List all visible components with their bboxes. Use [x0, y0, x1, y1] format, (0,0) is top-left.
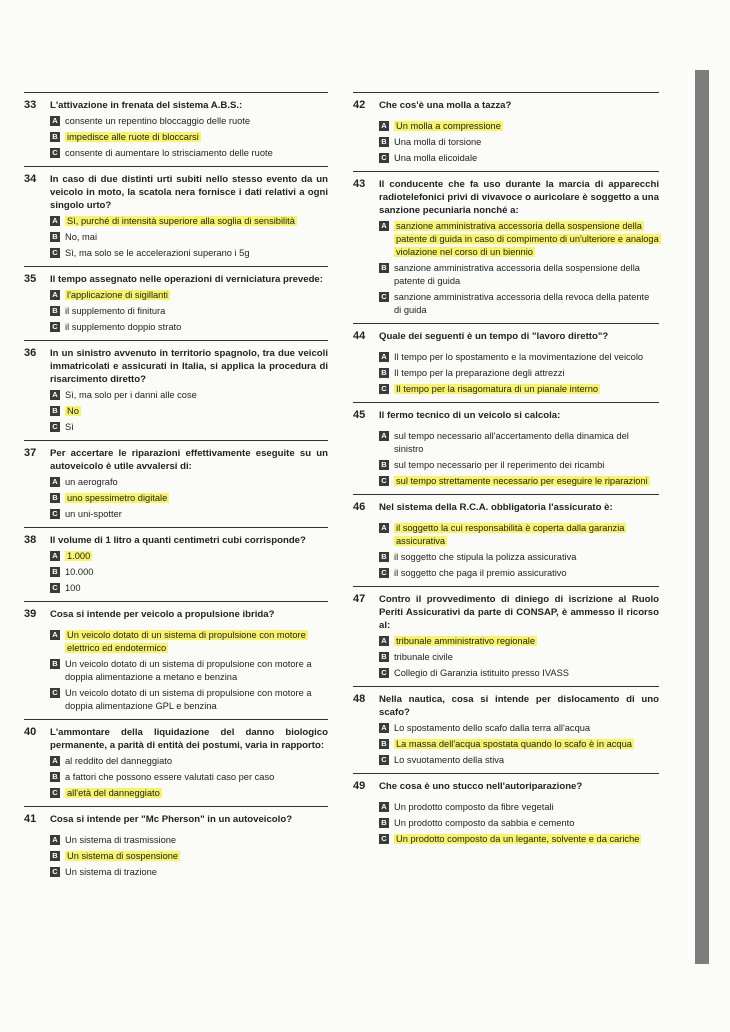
answer-letter-badge: B: [379, 137, 389, 147]
answer-text: sul tempo necessario all'accertamento della dinamica del sinistro: [394, 431, 629, 454]
answer-letter-badge: C: [379, 755, 389, 765]
scan-edge-bar: [695, 70, 709, 964]
answer-option-b: [50, 658, 328, 684]
answer-letter-badge: C: [50, 509, 60, 519]
question-text: In caso di due distinti urti subiti nello stesso evento da un veicolo in moto, la scatola nera fornisce i dati relativi a ogni singolo urto?: [50, 174, 328, 211]
answer-option-a: [50, 550, 328, 563]
answer-letter-badge: A: [50, 216, 60, 226]
answer-letter-badge: C: [50, 583, 60, 593]
answer-text-wrap: [394, 152, 659, 165]
question-header: [353, 693, 659, 719]
answer-letter-badge: C: [50, 248, 60, 258]
highlighted-answer-text: Un molla a compressione: [396, 121, 501, 131]
highlighted-answer-text: l'applicazione di sigillanti: [67, 290, 168, 300]
answer-letter-badge: A: [50, 116, 60, 126]
highlighted-answer-text: Un prodotto composto da un legante, solvente e da cariche: [396, 834, 640, 844]
answer-letter-badge: B: [379, 552, 389, 562]
question-header: [24, 534, 328, 547]
answer-text-wrap: [65, 389, 328, 402]
answer-letter-badge: A: [379, 523, 389, 533]
answer-option-a: [50, 215, 328, 228]
question-header: [353, 178, 659, 217]
question-header: [353, 501, 659, 514]
answer-letter-badge: B: [50, 306, 60, 316]
answer-letter-badge: B: [50, 232, 60, 242]
answer-letter-badge: C: [50, 322, 60, 332]
answer-text-wrap: [65, 582, 328, 595]
answer-text: consente un repentino bloccaggio delle ruote: [65, 116, 251, 126]
answer-text: Il tempo per lo spostamento e la movimentazione del veicolo: [394, 352, 644, 362]
answer-text-wrap: [65, 476, 328, 489]
answer-text-wrap: [394, 801, 659, 814]
answer-letter-badge: C: [379, 153, 389, 163]
question-39: [24, 601, 328, 719]
question-number: 48: [353, 693, 366, 705]
answer-letter-badge: C: [50, 148, 60, 158]
answer-letter-badge: A: [379, 221, 389, 231]
question-text: Il conducente che fa uso durante la marcia di apparecchi radiotelefonici privi di vivavoce o auricolare è soggetto a una sanzione pecuniaria nonché a:: [379, 179, 659, 216]
answer-text-wrap: [65, 131, 328, 144]
question-37: [24, 440, 328, 527]
answer-text-wrap: [65, 866, 328, 879]
answer-option-c: [50, 421, 328, 434]
question-number: 37: [24, 447, 37, 459]
answer-text: Sì, ma solo se le accelerazioni superano i 5g: [65, 248, 250, 258]
question-text: Nel sistema della R.C.A. obbligatoria l'assicurato è:: [379, 502, 613, 513]
answer-text-wrap: [394, 667, 659, 680]
question-text: Il tempo assegnato nelle operazioni di verniciatura prevede:: [50, 274, 323, 285]
question-number: 49: [353, 780, 366, 792]
answer-text: Lo spostamento dello scafo dalla terra all'acqua: [394, 723, 591, 733]
answer-text-wrap: [65, 771, 328, 784]
question-42: [353, 92, 659, 171]
answer-text: Un prodotto composto da sabbia e cemento: [394, 818, 575, 828]
answer-text-wrap: [394, 651, 659, 664]
highlighted-answer-text: No: [67, 406, 79, 416]
highlighted-answer-text: La massa dell'acqua spostata quando lo scafo è in acqua: [396, 739, 632, 749]
answer-text-wrap: [65, 492, 328, 505]
right-column: [353, 92, 659, 852]
highlighted-answer-text: all'età del danneggiato: [67, 788, 160, 798]
answer-option-b: [50, 231, 328, 244]
answer-text-wrap: [394, 351, 659, 364]
answer-option-b: [379, 262, 659, 288]
highlighted-answer-text: 1.000: [67, 551, 91, 561]
question-text: Per accertare le riparazioni effettivamente eseguite su un autoveicolo è utile avvalersi di:: [50, 448, 328, 472]
question-number: 43: [353, 178, 366, 190]
answer-text-wrap: [65, 247, 328, 260]
answer-text-wrap: [394, 817, 659, 830]
question-number: 44: [353, 330, 366, 342]
question-number: 33: [24, 99, 37, 111]
answer-letter-badge: A: [379, 431, 389, 441]
answer-letter-badge: C: [379, 476, 389, 486]
answer-option-c: [50, 147, 328, 160]
answer-text-wrap: [65, 231, 328, 244]
answer-letter-badge: B: [50, 851, 60, 861]
answer-text-wrap: [65, 629, 328, 655]
answer-text: il soggetto che paga il premio assicurativo: [394, 568, 567, 578]
question-34: [24, 166, 328, 266]
answer-letter-badge: B: [50, 567, 60, 577]
question-text: Contro il provvedimento di diniego di iscrizione al Ruolo Periti Assicurativi da parte di CONSAP, è ammesso il ricorso al:: [379, 594, 659, 631]
answer-text-wrap: [394, 722, 659, 735]
highlighted-answer-text: Un sistema di sospensione: [67, 851, 179, 861]
answer-text-wrap: [394, 383, 659, 396]
highlighted-answer-text: tribunale amministrativo regionale: [396, 636, 536, 646]
answer-letter-badge: A: [379, 723, 389, 733]
answer-option-b: [379, 817, 659, 830]
answer-text-wrap: [394, 459, 659, 472]
question-text: L'attivazione in frenata del sistema A.B.S.:: [50, 100, 243, 111]
answer-text-wrap: [394, 522, 659, 548]
answer-letter-badge: A: [379, 121, 389, 131]
answer-option-a: [50, 629, 328, 655]
question-text: Nella nautica, cosa si intende per dislocamento di uno scafo?: [379, 694, 659, 718]
answer-letter-badge: A: [50, 290, 60, 300]
answer-letter-badge: B: [379, 368, 389, 378]
answer-option-a: [50, 476, 328, 489]
answer-option-a: [379, 220, 659, 259]
question-33: [24, 92, 328, 166]
question-header: [353, 99, 659, 112]
answer-text-wrap: [65, 405, 328, 418]
question-text: Quale dei seguenti è un tempo di "lavoro diretto"?: [379, 331, 609, 342]
answer-text-wrap: [65, 321, 328, 334]
answer-option-b: [379, 651, 659, 664]
answer-option-a: [50, 834, 328, 847]
answer-letter-badge: B: [50, 406, 60, 416]
answer-option-b: [50, 771, 328, 784]
question-number: 45: [353, 409, 366, 421]
answer-text: a fattori che possono essere valutati caso per caso: [65, 772, 275, 782]
left-column: [24, 92, 328, 885]
question-41: [24, 806, 328, 885]
question-43: [353, 171, 659, 323]
answer-text: Un veicolo dotato di un sistema di propulsione con motore a doppia alimentazione GPL e benzina: [65, 688, 312, 711]
answer-option-b: [50, 850, 328, 863]
question-number: 38: [24, 534, 37, 546]
answer-text-wrap: [65, 215, 328, 228]
question-header: [353, 780, 659, 793]
question-49: [353, 773, 659, 852]
question-text: Che cosa è uno stucco nell'autoriparazione?: [379, 781, 583, 792]
question-36: [24, 340, 328, 440]
answer-text: sanzione amministrativa accessoria della revoca della patente di guida: [394, 292, 650, 315]
highlighted-answer-text: uno spessimetro digitale: [67, 493, 168, 503]
answer-text-wrap: [65, 305, 328, 318]
question-number: 41: [24, 813, 37, 825]
answer-text-wrap: [65, 787, 328, 800]
answer-option-c: [50, 687, 328, 713]
answer-text-wrap: [394, 551, 659, 564]
answer-text-wrap: [394, 430, 659, 456]
answer-letter-badge: C: [379, 668, 389, 678]
question-header: [353, 330, 659, 343]
answer-text-wrap: [65, 508, 328, 521]
answer-text: Sì: [65, 422, 74, 432]
answer-text-wrap: [65, 834, 328, 847]
answer-letter-badge: A: [50, 477, 60, 487]
answer-option-c: [379, 833, 659, 846]
answer-text: No, mai: [65, 232, 98, 242]
question-text: Cosa si intende per "Mc Pherson" in un autoveicolo?: [50, 814, 293, 825]
highlighted-answer-text: Sì, purché di intensità superiore alla soglia di sensibilità: [67, 216, 295, 226]
question-header: [24, 273, 328, 286]
answer-option-c: [50, 247, 328, 260]
answer-text: il supplemento di finitura: [65, 306, 166, 316]
answer-letter-badge: B: [379, 652, 389, 662]
answer-option-c: [379, 383, 659, 396]
answer-text-wrap: [394, 120, 659, 133]
answer-letter-badge: B: [379, 818, 389, 828]
answer-option-b: [379, 738, 659, 751]
answer-option-c: [379, 754, 659, 767]
question-header: [24, 608, 328, 621]
answer-text: un aerografo: [65, 477, 118, 487]
question-48: [353, 686, 659, 773]
question-38: [24, 527, 328, 601]
answer-text: Una molla elicoidale: [394, 153, 478, 163]
answer-text-wrap: [65, 850, 328, 863]
answer-letter-badge: C: [379, 834, 389, 844]
answer-option-c: [50, 866, 328, 879]
question-number: 35: [24, 273, 37, 285]
answer-option-b: [50, 492, 328, 505]
answer-text: Un sistema di trasmissione: [65, 835, 177, 845]
answer-text: Un prodotto composto da fibre vegetali: [394, 802, 554, 812]
question-number: 47: [353, 593, 366, 605]
answer-text: Collegio di Garanzia istituito presso IVASS: [394, 668, 570, 678]
question-number: 34: [24, 173, 37, 185]
answer-option-b: [50, 566, 328, 579]
answer-text: sanzione amministrativa accessoria della sospensione della patente di guida: [394, 263, 640, 286]
answer-text: 100: [65, 583, 81, 593]
question-header: [24, 347, 328, 386]
question-47: [353, 586, 659, 686]
answer-text-wrap: [394, 262, 659, 288]
highlighted-answer-text: il soggetto la cui responsabilità è coperta dalla garanzia assicurativa: [396, 523, 625, 546]
question-46: [353, 494, 659, 586]
answer-letter-badge: A: [50, 630, 60, 640]
question-header: [24, 173, 328, 212]
answer-text: tribunale civile: [394, 652, 453, 662]
question-40: [24, 719, 328, 806]
answer-option-a: [379, 430, 659, 456]
answer-letter-badge: B: [50, 132, 60, 142]
answer-option-b: [379, 136, 659, 149]
answer-option-b: [379, 459, 659, 472]
answer-letter-badge: A: [50, 835, 60, 845]
answer-text: Un sistema di trazione: [65, 867, 157, 877]
answer-option-c: [50, 321, 328, 334]
answer-option-c: [379, 667, 659, 680]
answer-text-wrap: [394, 754, 659, 767]
answer-letter-badge: C: [379, 568, 389, 578]
answer-letter-badge: B: [50, 659, 60, 669]
answer-option-a: [379, 722, 659, 735]
answer-letter-badge: A: [50, 390, 60, 400]
highlighted-answer-text: Il tempo per la risagomatura di un pianale interno: [396, 384, 599, 394]
answer-letter-badge: C: [50, 688, 60, 698]
answer-text-wrap: [394, 738, 659, 751]
question-text: Il fermo tecnico di un veicolo si calcola:: [379, 410, 561, 421]
answer-option-b: [50, 131, 328, 144]
answer-option-b: [50, 405, 328, 418]
highlighted-answer-text: sul tempo strettamente necessario per eseguire le riparazioni: [396, 476, 648, 486]
answer-text-wrap: [65, 147, 328, 160]
answer-letter-badge: B: [379, 460, 389, 470]
answer-text: il soggetto che stipula la polizza assicurativa: [394, 552, 577, 562]
answer-text: al reddito del danneggiato: [65, 756, 173, 766]
answer-letter-badge: C: [379, 292, 389, 302]
answer-option-c: [379, 152, 659, 165]
answer-text-wrap: [65, 755, 328, 768]
question-text: Cosa si intende per veicolo a propulsione ibrida?: [50, 609, 275, 620]
answer-option-a: [50, 289, 328, 302]
highlighted-answer-text: sanzione amministrativa accessoria della sospensione della patente di guida in caso di compimento di un'ulteriore e analoga violazione nel corso di un biennio: [396, 221, 659, 257]
answer-text: sul tempo necessario per il reperimento dei ricambi: [394, 460, 605, 470]
answer-option-a: [50, 389, 328, 402]
answer-option-c: [379, 475, 659, 488]
answer-text-wrap: [394, 475, 659, 488]
question-35: [24, 266, 328, 340]
question-header: [24, 447, 328, 473]
question-number: 46: [353, 501, 366, 513]
answer-option-a: [379, 120, 659, 133]
answer-text: Lo svuotamento della stiva: [394, 755, 505, 765]
answer-text-wrap: [394, 567, 659, 580]
answer-option-b: [379, 551, 659, 564]
answer-text: Sì, ma solo per i danni alle cose: [65, 390, 197, 400]
answer-option-a: [379, 801, 659, 814]
question-number: 36: [24, 347, 37, 359]
answer-letter-badge: C: [50, 788, 60, 798]
question-number: 40: [24, 726, 37, 738]
question-number: 39: [24, 608, 37, 620]
question-header: [353, 409, 659, 422]
answer-option-c: [50, 787, 328, 800]
answer-option-a: [50, 115, 328, 128]
answer-text-wrap: [394, 136, 659, 149]
answer-text: Il tempo per la preparazione degli attrezzi: [394, 368, 565, 378]
answer-letter-badge: C: [50, 867, 60, 877]
answer-option-c: [50, 508, 328, 521]
answer-text-wrap: [65, 687, 328, 713]
question-text: In un sinistro avvenuto in territorio spagnolo, tra due veicoli immatricolati e assicurati in Italia, si applica la procedura di risarcimento diretto?: [50, 348, 328, 385]
answer-letter-badge: A: [379, 636, 389, 646]
answer-letter-badge: A: [50, 756, 60, 766]
answer-text: consente di aumentare lo strisciamento delle ruote: [65, 148, 273, 158]
answer-letter-badge: B: [50, 772, 60, 782]
answer-option-a: [379, 635, 659, 648]
answer-text-wrap: [394, 291, 659, 317]
answer-text-wrap: [394, 833, 659, 846]
answer-letter-badge: C: [379, 384, 389, 394]
answer-text-wrap: [65, 550, 328, 563]
answer-option-a: [50, 755, 328, 768]
answer-letter-badge: A: [379, 352, 389, 362]
question-number: 42: [353, 99, 366, 111]
answer-option-c: [379, 291, 659, 317]
answer-letter-badge: B: [379, 739, 389, 749]
answer-text-wrap: [394, 220, 659, 259]
answer-text: Un veicolo dotato di un sistema di propulsione con motore a doppia alimentazione a metano e benzina: [65, 659, 312, 682]
answer-letter-badge: A: [379, 802, 389, 812]
answer-letter-badge: B: [50, 493, 60, 503]
question-text: L'ammontare della liquidazione del danno biologico permanente, a parità di entità dei postumi, varia in rapporto:: [50, 727, 328, 751]
question-text: Che cos'è una molla a tazza?: [379, 100, 512, 111]
question-text: Il volume di 1 litro a quanti centimetri cubi corrisponde?: [50, 535, 306, 546]
answer-text: Una molla di torsione: [394, 137, 482, 147]
answer-text-wrap: [65, 421, 328, 434]
answer-option-b: [50, 305, 328, 318]
highlighted-answer-text: Un veicolo dotato di un sistema di propulsione con motore elettrico ed endotermico: [67, 630, 306, 653]
answer-text-wrap: [394, 367, 659, 380]
answer-option-a: [379, 522, 659, 548]
question-header: [24, 99, 328, 112]
answer-option-c: [50, 582, 328, 595]
question-header: [24, 726, 328, 752]
answer-text-wrap: [394, 635, 659, 648]
question-45: [353, 402, 659, 494]
answer-text-wrap: [65, 289, 328, 302]
answer-text-wrap: [65, 115, 328, 128]
answer-text: 10.000: [65, 567, 94, 577]
answer-text-wrap: [65, 566, 328, 579]
highlighted-answer-text: impedisce alle ruote di bloccarsi: [67, 132, 199, 142]
answer-option-c: [379, 567, 659, 580]
answer-text: il supplemento doppio strato: [65, 322, 182, 332]
answer-text-wrap: [65, 658, 328, 684]
question-44: [353, 323, 659, 402]
answer-option-b: [379, 367, 659, 380]
answer-letter-badge: C: [50, 422, 60, 432]
answer-letter-badge: A: [50, 551, 60, 561]
question-header: [353, 593, 659, 632]
answer-letter-badge: B: [379, 263, 389, 273]
answer-text: un uni-spotter: [65, 509, 122, 519]
question-header: [24, 813, 328, 826]
answer-option-a: [379, 351, 659, 364]
